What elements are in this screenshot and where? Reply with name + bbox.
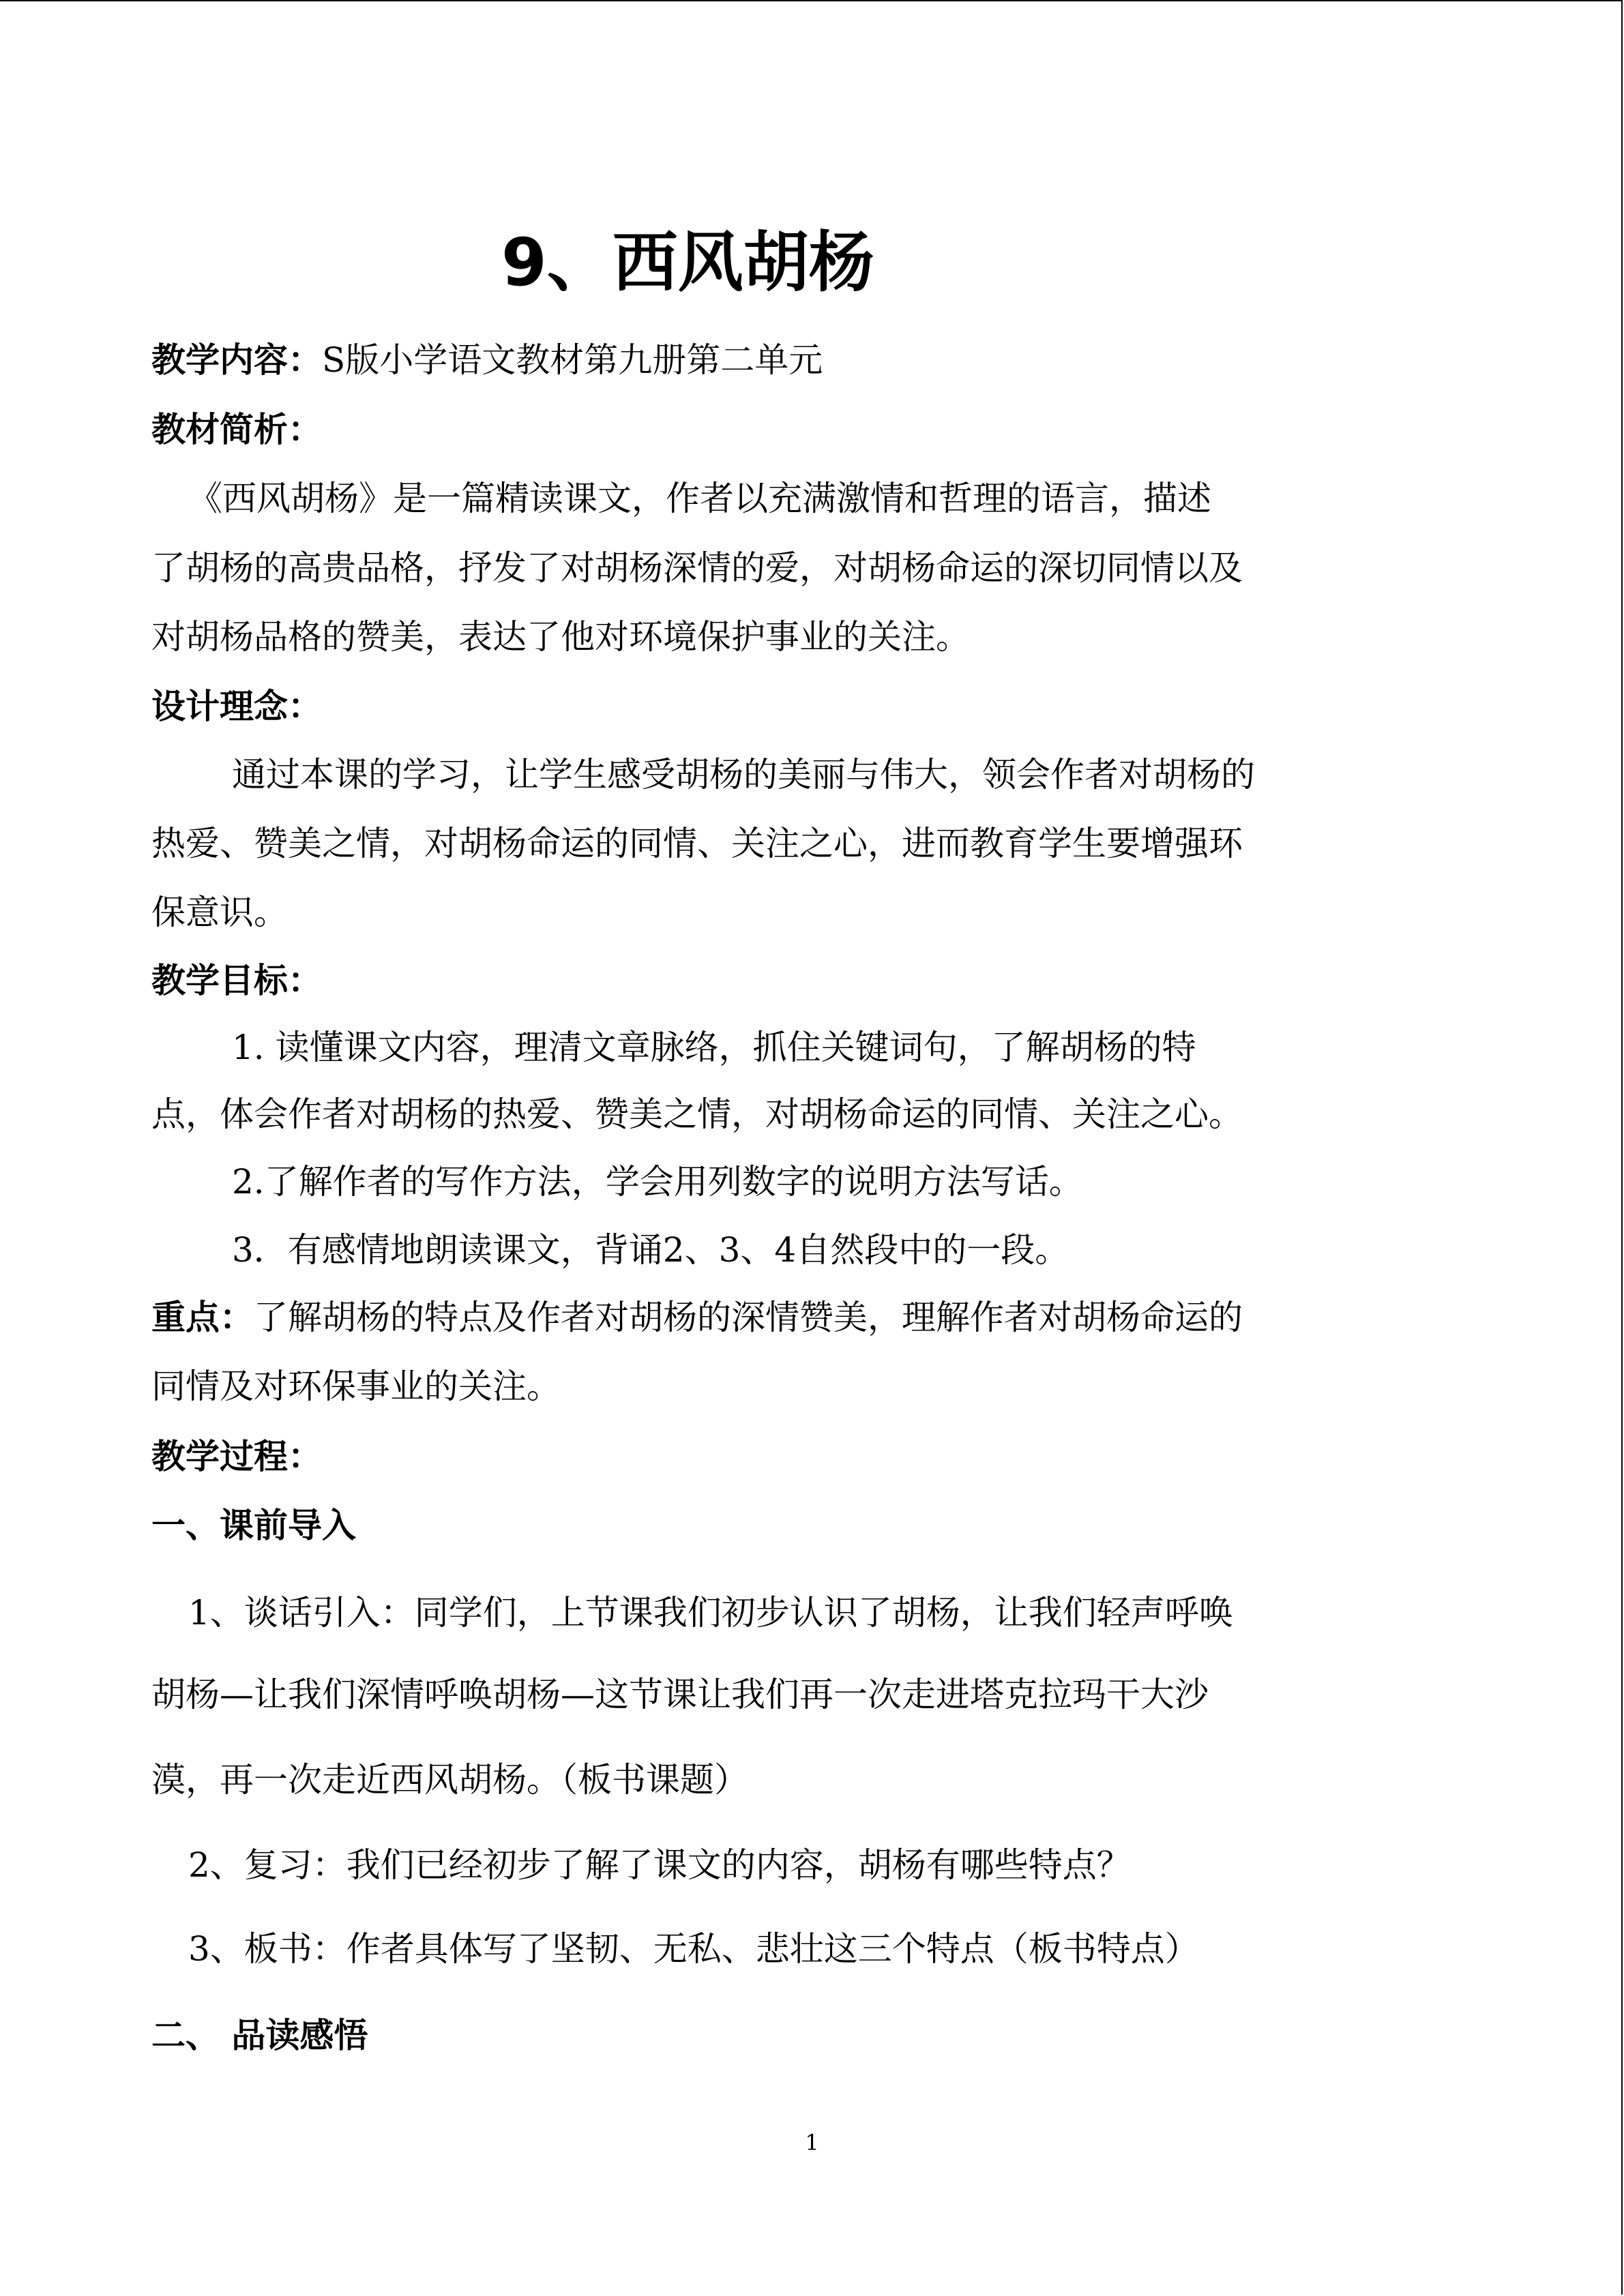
- goal-item: 2.了解作者的写作方法，学会用列数字的说明方法写话。: [232, 1162, 1083, 1202]
- section-line: 胡杨—让我们深情呼唤胡杨—这节课让我们再一次走进塔克拉玛干大沙: [151, 1675, 1209, 1714]
- focus-line: 同情及对环保事业的关注。: [151, 1367, 561, 1406]
- goal-item: 1. 读懂课文内容，理清文章脉络，抓住关键词句，了解胡杨的特: [232, 1028, 1196, 1067]
- analysis-line: 《西风胡杨》是一篇精读课文，作者以充满激情和哲理的语言，描述: [188, 479, 1211, 518]
- section-heading: 二、 品读感悟: [151, 2016, 368, 2055]
- focus-label: 重点：: [151, 1298, 254, 1337]
- analysis-label: 教材简析：: [151, 410, 322, 449]
- analysis-line: 了胡杨的高贵品格，抒发了对胡杨深情的爱，对胡杨命运的深切同情以及: [151, 548, 1243, 588]
- section-line: 漠，再一次走近西风胡杨。（板书课题）: [151, 1760, 748, 1800]
- content-label: 教学内容：: [151, 340, 322, 380]
- goal-item: 3．有感情地朗读课文，背诵2、3、4自然段中的一段。: [232, 1230, 1069, 1270]
- content-row: [151, 340, 823, 381]
- focus-row: [151, 1297, 1243, 1338]
- analysis-line: 对胡杨品格的赞美，表达了他对环境保护事业的关注。: [151, 617, 970, 657]
- goals-label: 教学目标：: [151, 961, 322, 1000]
- section-line: 3、板书：作者具体写了坚韧、无私、悲壮这三个特点（板书特点）: [188, 1929, 1199, 1969]
- focus-line: 了解胡杨的特点及作者对胡杨的深情赞美，理解作者对胡杨命运的: [254, 1298, 1243, 1337]
- section-line: 2、复习：我们已经初步了解了课文的内容，胡杨有哪些特点？: [188, 1845, 1131, 1885]
- concept-label: 设计理念：: [151, 687, 322, 726]
- concept-line: 通过本课的学习，让学生感受胡杨的美丽与伟大，领会作者对胡杨的: [232, 755, 1255, 794]
- concept-line: 热爱、赞美之情，对胡杨命运的同情、关注之心，进而教育学生要增强环: [151, 824, 1243, 863]
- page-title: 9、西风胡杨: [501, 224, 874, 301]
- section-heading: 一、课前导入: [151, 1506, 356, 1545]
- content-value: S版小学语文教材第九册第二单元: [322, 340, 823, 380]
- concept-line: 保意识。: [151, 893, 288, 932]
- page-number: 1: [805, 2130, 819, 2156]
- section-line: 1、谈话引入：同学们，上节课我们初步认识了胡杨，让我们轻声呼唤: [188, 1593, 1233, 1632]
- goal-item: 点，体会作者对胡杨的热爱、赞美之情，对胡杨命运的同情、关注之心。: [151, 1094, 1243, 1134]
- process-label: 教学过程：: [151, 1437, 322, 1476]
